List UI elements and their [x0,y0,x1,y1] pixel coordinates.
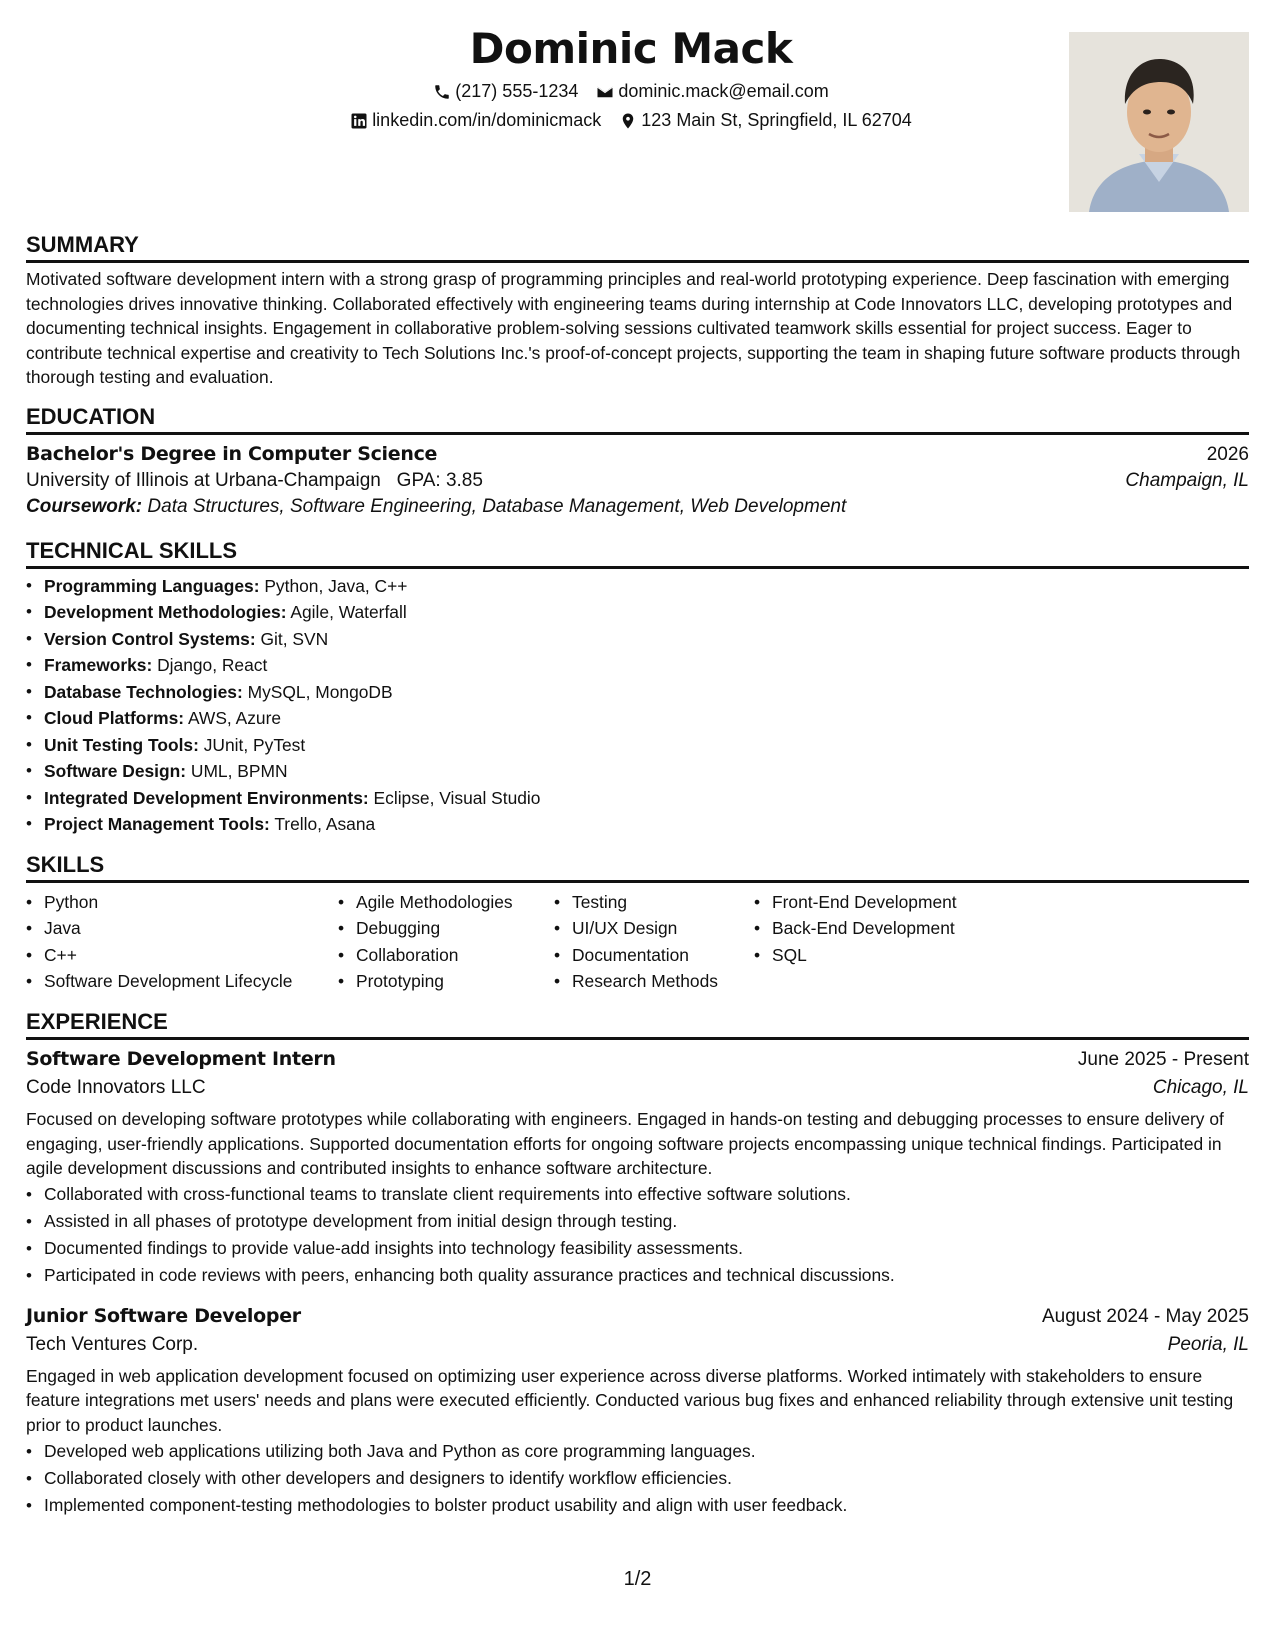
linkedin-icon [350,112,368,130]
list-item: • Collaborated closely with other developers and designers to identify workflow efficiencies. [26,1465,1249,1492]
graduation-year: 2026 [1206,443,1249,465]
summary-section [26,232,1249,390]
coursework-label: Coursework: [26,495,143,517]
list-item: • Debugging [338,915,554,942]
technical-skills-section [26,538,1249,838]
list-item: • Software Development Lifecycle [26,968,338,995]
education-degree-row [26,443,1249,466]
skills-column-4 [754,889,1014,995]
education-heading: EDUCATION [26,404,1249,435]
list-item: • Front-End Development [754,889,1014,916]
school-name: University of Illinois at Urbana-Champaign [26,469,381,491]
technical-skills-list [26,573,1249,838]
list-item: • Software Design: UML, BPMN [26,758,1249,785]
list-item: • Development Methodologies: Agile, Waterfall [26,599,1249,626]
job-dates: June 2025 - Present [1077,1048,1249,1070]
map-pin-icon [619,112,637,130]
skills-section [26,852,1249,995]
coursework-line [26,496,1249,518]
list-item: • Cloud Platforms: AWS, Azure [26,705,1249,732]
job-location: Chicago, IL [1152,1076,1249,1098]
list-item: • Unit Testing Tools: JUnit, PyTest [26,732,1249,759]
phone-icon [433,83,451,101]
list-item: • Research Methods [554,968,754,995]
skills-grid [26,889,1249,995]
contact-linkedin[interactable] [350,110,601,131]
job-bullets [26,1438,1249,1519]
list-item: • Documented findings to provide value-add insights into technology feasibility assessments. [26,1235,1249,1262]
list-item: • Agile Methodologies [338,889,554,916]
list-item: • Testing [554,889,754,916]
list-item: • Assisted in all phases of prototype development from initial design through testing. [26,1208,1249,1235]
job-title-row [26,1305,1249,1328]
list-item: • C++ [26,942,338,969]
address-text: 123 Main St, Springfield, IL 62704 [641,110,912,130]
candidate-name: Dominic Mack [469,24,793,73]
skills-column-3 [554,889,754,995]
company-name: Code Innovators LLC [26,1076,206,1098]
list-item: • Back-End Development [754,915,1014,942]
skills-column-2 [338,889,554,995]
job-title: Software Development Intern [26,1047,336,1070]
company-name: Tech Ventures Corp. [26,1333,199,1355]
list-item: • Frameworks: Django, React [26,652,1249,679]
contact-row-secondary [26,110,1236,131]
technical-skills-heading: TECHNICAL SKILLS [26,538,1249,569]
email-text: dominic.mack@email.com [618,81,829,101]
school-line [26,470,483,492]
list-item: • Integrated Development Environments: Eclipse, Visual Studio [26,785,1249,812]
job-title-row [26,1048,1249,1071]
job-company-row [26,1077,1249,1099]
list-item: • SQL [754,942,1014,969]
school-location: Champaign, IL [1125,469,1249,491]
contact-phone [433,81,578,102]
resume-page [26,18,1249,1519]
gpa: GPA: 3.85 [396,469,483,491]
job-entry [26,1305,1249,1519]
job-dates: August 2024 - May 2025 [1041,1305,1249,1327]
page-number: 1/2 [623,1568,652,1590]
experience-section [26,1009,1249,1519]
job-company-row [26,1334,1249,1356]
job-bullets [26,1181,1249,1289]
list-item: • Prototyping [338,968,554,995]
job-description: Engaged in web application development focused on optimizing user experience across diverse platforms. Worked intimately with stakeholders to ensure feature integrations met users' needs and plans were executed efficiently. Conducted various bug fixes and enhanced reliability through extensive unit testing prior to product launches. [26,1365,1234,1435]
summary-text: Motivated software development intern with a strong grasp of programming principles and real-world prototyping experience. Deep fascination with emerging technologies drives innovative thinking. Collaborated effectively with engineering teams during internship at Code Innovators LLC, developing prototypes and documenting technical insights. Engagement in collaborative problem-solving sessions cultivated teamwork skills essential for project success. Eager to contribute technical expertise and creativity to Tech Solutions Inc.'s proof-of-concept projects, supporting the team in shaping future software products through thorough testing and evaluation. [26,269,1241,388]
linkedin-text: linkedin.com/in/dominicmack [372,110,602,130]
list-item: • Participated in code reviews with peers, enhancing both quality assurance practices and technical discussions. [26,1262,1249,1289]
list-item: • Python [26,889,338,916]
list-item: • Java [26,915,338,942]
list-item: • Version Control Systems: Git, SVN [26,626,1249,653]
job-location: Peoria, IL [1167,1333,1249,1355]
skills-column-1 [26,889,338,995]
job-entry [26,1048,1249,1289]
education-section [26,404,1249,518]
skills-heading: SKILLS [26,852,1249,883]
list-item: • Collaborated with cross-functional teams to translate client requirements into effective software solutions. [26,1181,1249,1208]
list-item: • Documentation [554,942,754,969]
experience-heading: EXPERIENCE [26,1009,1249,1040]
education-school-row [26,470,1249,492]
profile-photo [1069,32,1249,212]
phone-text: (217) 555-1234 [455,81,579,101]
contact-address [619,110,912,131]
envelope-icon [596,83,614,101]
summary-heading: SUMMARY [26,232,1249,263]
job-title: Junior Software Developer [26,1304,301,1327]
contact-email[interactable] [596,81,828,102]
list-item: • Collaboration [338,942,554,969]
resume-header [26,18,1249,218]
coursework-list: Data Structures, Software Engineering, Database Management, Web Development [147,495,847,517]
list-item: • Database Technologies: MySQL, MongoDB [26,679,1249,706]
list-item: • Implemented component-testing methodologies to bolster product usability and align with user feedback. [26,1492,1249,1519]
list-item: • Project Management Tools: Trello, Asana [26,811,1249,838]
degree-title: Bachelor's Degree in Computer Science [26,442,438,465]
job-description: Focused on developing software prototypes while collaborating with engineers. Engaged in hands-on testing and debugging processes to ensure delivery of engaging, user-friendly applications. Supported documentation efforts for ongoing software projects encompassing unique technical findings. Participated in agile development discussions and contributed insights to enhance software architecture. [26,1108,1224,1179]
list-item: • Developed web applications utilizing both Java and Python as core programming languages. [26,1438,1249,1465]
list-item: • UI/UX Design [554,915,754,942]
contact-row-primary [26,81,1236,102]
list-item: • Programming Languages: Python, Java, C++ [26,573,1249,600]
